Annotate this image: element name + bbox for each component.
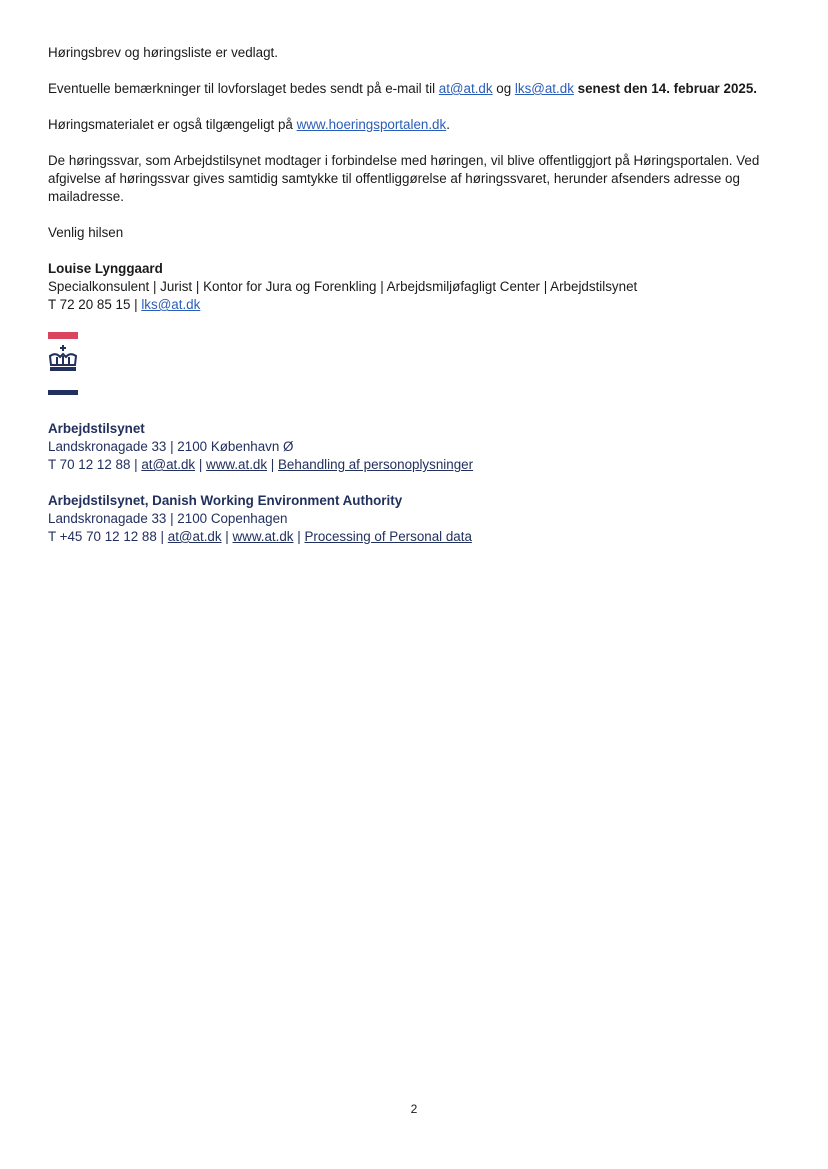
org-sep1-da: | (195, 457, 207, 472)
deadline-text: senest den 14. februar 2025. (573, 81, 758, 96)
org-sep2-da: | (267, 457, 278, 472)
org-web-link-en[interactable]: www.at.dk (232, 529, 294, 544)
comments-instructions (48, 80, 788, 98)
email-link-at[interactable]: at@at.dk (438, 81, 493, 96)
org-address-en: Landskronagade 33 | 2100 Copenhagen (48, 511, 288, 526)
org-address-da: Landskronagade 33 | 2100 København Ø (48, 439, 294, 454)
org-sep1-en: | (221, 529, 233, 544)
org-email-link-en[interactable]: at@at.dk (167, 529, 222, 544)
comments-text: Eventuelle bemærkninger til lovforslaget bedes sendt på e-mail til (48, 81, 439, 96)
org-phone-en: T +45 70 12 12 88 | (48, 529, 168, 544)
privacy-link-da[interactable]: Behandling af personoplysninger (278, 457, 474, 472)
greeting: Venlig hilsen (48, 225, 124, 240)
org-contact-danish (48, 420, 788, 474)
org-links-da (48, 456, 788, 474)
privacy-link-en[interactable]: Processing of Personal data (304, 529, 472, 544)
publication-notice: De høringssvar, som Arbejdstilsynet modtager i forbindelse med høringen, vil blive offentliggjort på Høringsportalen. Ved afgivelse af høringssvar gives samtidig samtykke til offentliggørelse af høringssvaret, herunder afsenders adresse og mailadresse. (48, 153, 760, 204)
hoeringsportalen-link[interactable]: www.hoeringsportalen.dk (296, 117, 447, 132)
attachments-note: Høringsbrev og høringsliste er vedlagt. (48, 45, 278, 60)
signature-contact (48, 296, 788, 314)
crown-icon (48, 345, 78, 373)
logo-red-bar (48, 332, 78, 339)
org-contact-english (48, 492, 788, 546)
signature-separator: | (130, 297, 142, 312)
org-name-en: Arbejdstilsynet, Danish Working Environment Authority (48, 493, 403, 508)
org-links-en (48, 528, 788, 546)
logo-blue-bar (48, 390, 78, 395)
org-sep2-en: | (293, 529, 305, 544)
signature-block (48, 260, 788, 314)
signature-phone: T 72 20 85 15 (48, 297, 131, 312)
arbejdstilsynet-logo (48, 332, 88, 394)
email-link-lks[interactable]: lks@at.dk (514, 81, 574, 96)
signature-name: Louise Lynggaard (48, 261, 163, 276)
material-period: . (446, 117, 450, 132)
signature-title: Specialkonsulent | Jurist | Kontor for Jura og Forenkling | Arbejdsmiljøfagligt Center | Arbejdstilsynet (48, 279, 638, 294)
org-phone-da: T 70 12 12 88 | (48, 457, 142, 472)
page-number: 2 (410, 1102, 418, 1116)
letter-page (48, 44, 788, 546)
org-web-link-da[interactable]: www.at.dk (206, 457, 268, 472)
signature-email-link[interactable]: lks@at.dk (141, 297, 201, 312)
comments-and: og (492, 81, 515, 96)
material-availability (48, 116, 788, 134)
material-text: Høringsmaterialet er også tilgængeligt på (48, 117, 297, 132)
org-name-da: Arbejdstilsynet (48, 421, 145, 436)
org-email-link-da[interactable]: at@at.dk (141, 457, 196, 472)
